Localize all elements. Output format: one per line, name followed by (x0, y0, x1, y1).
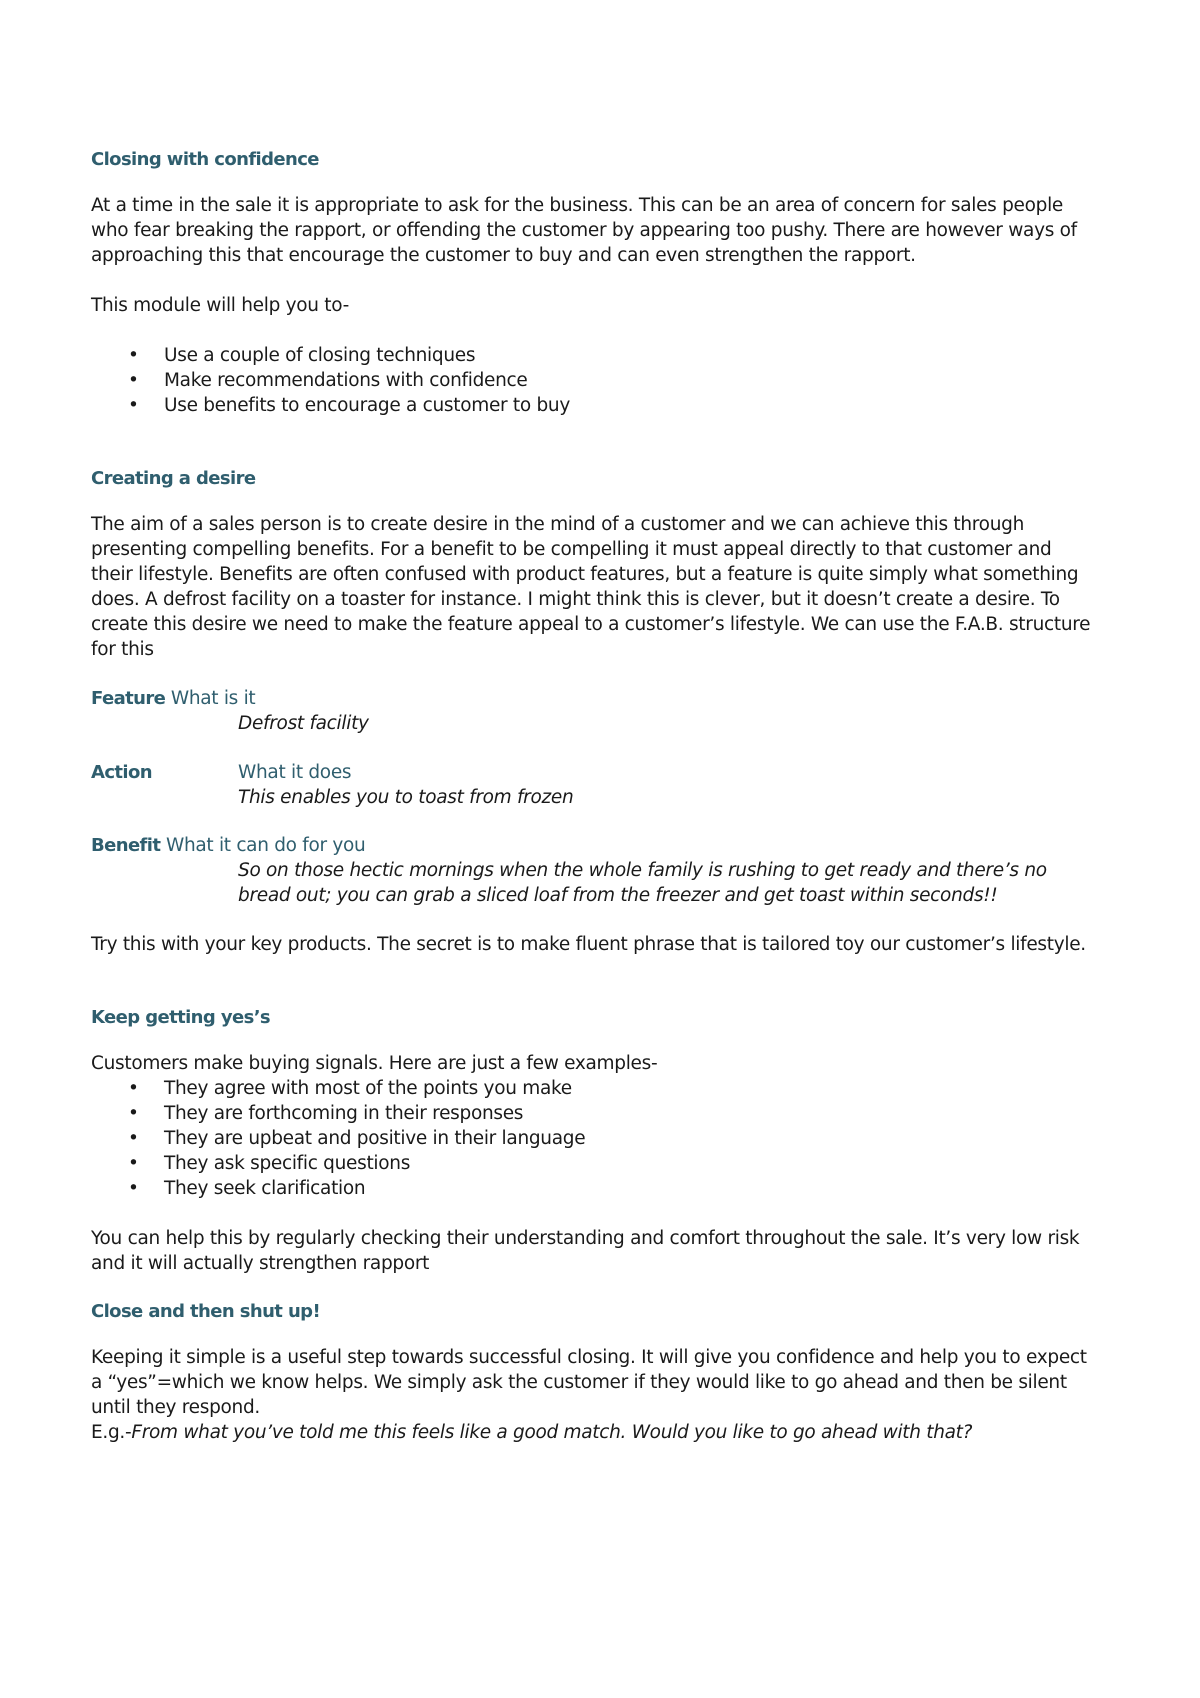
fab-feature-question: What is it (170, 688, 256, 709)
buying-signals-lead: Customers make buying signals. Here are just a few examples- (91, 1053, 658, 1074)
fab-feature-term: Feature (91, 688, 166, 709)
bullet-icon: • (128, 1178, 139, 1199)
closing-intro-paragraph: At a time in the sale it is appropriate to ask for the business. This can be an area of concern for sales people who fear breaking the rapport, or offending the customer by appearing too pushy. There are however ways of approaching this that encourage the customer to buy and can even strengthen the rapport. (91, 195, 1077, 266)
example-line (91, 1420, 1091, 1445)
list-item: • They are forthcoming in their responses (128, 1103, 524, 1124)
bullet-icon: • (128, 1078, 139, 1099)
desire-body-paragraph: The aim of a sales person is to create desire in the mind of a customer and we can achieve this through presenting compelling benefits. For a benefit to be compelling it must appeal directly to that customer and their lifestyle. Benefits are often confused with product features, but a feature is quite simply what something does. A defrost facility on a toaster for instance. I might think this is clever, but it doesn’t create a desire. To create this desire we need to make the feature appeal to a customer’s lifestyle. We can use the F.A.B. structure for this (91, 514, 1091, 660)
heading-keep-getting-yes: Keep getting yes’s (91, 1007, 271, 1028)
heading-close-and-shut-up: Close and then shut up! (91, 1301, 321, 1322)
buying-signals-list (91, 1076, 1091, 1201)
fab-benefit-term: Benefit (91, 835, 161, 856)
list-item: • Make recommendations with confidence (128, 370, 528, 391)
try-this-paragraph: Try this with your key products. The secret is to make fluent phrase that is tailored toy our customer’s lifestyle. (91, 934, 1086, 955)
list-item: • They ask specific questions (128, 1153, 411, 1174)
list-item: • They seek clarification (128, 1178, 366, 1199)
fab-action-example: This enables you to toast from frozen (238, 787, 574, 808)
bullet-icon: • (128, 345, 139, 366)
fab-action-row (91, 760, 1091, 785)
document-page (91, 148, 1091, 1445)
example-quote: From what you’ve told me this feels like a good match. Would you like to go ahead with that? (131, 1422, 973, 1443)
fab-feature-example: Defrost facility (238, 713, 369, 734)
bullet-icon: • (128, 1153, 139, 1174)
fab-benefit-example: So on those hectic mornings when the whole family is rushing to get ready and there’s no bread out; you can grab a sliced loaf from the freezer and get toast within seconds!! (238, 860, 1047, 906)
shutup-body-paragraph: Keeping it simple is a useful step towards successful closing. It will give you confidence and help you to expect a “yes”=which we know helps. We simply ask the customer if they would like to go ahead and then be silent until they respond. (91, 1347, 1087, 1418)
fab-benefit-question: What it can do for you (165, 835, 366, 856)
bullet-icon: • (128, 1103, 139, 1124)
list-item: • Use a couple of closing techniques (128, 345, 476, 366)
module-goals-list (91, 343, 1091, 418)
fab-action-term: Action (91, 762, 152, 783)
list-item: • They are upbeat and positive in their language (128, 1128, 586, 1149)
heading-closing-with-confidence: Closing with confidence (91, 149, 319, 170)
yes-body-paragraph: You can help this by regularly checking their understanding and comfort throughout the sale. It’s very low risk and it will actually strengthen rapport (91, 1228, 1080, 1274)
example-prefix: E.g.- (91, 1422, 132, 1443)
fab-action-question: What it does (238, 762, 352, 783)
bullet-icon: • (128, 370, 139, 391)
bullet-icon: • (128, 1128, 139, 1149)
module-lead-text: This module will help you to- (91, 295, 349, 316)
bullet-icon: • (128, 395, 139, 416)
fab-feature-row (91, 686, 1091, 711)
list-item: • Use benefits to encourage a customer to buy (128, 395, 571, 416)
list-item: • They agree with most of the points you make (128, 1078, 572, 1099)
heading-creating-a-desire: Creating a desire (91, 468, 256, 489)
fab-benefit-row (91, 833, 1091, 858)
